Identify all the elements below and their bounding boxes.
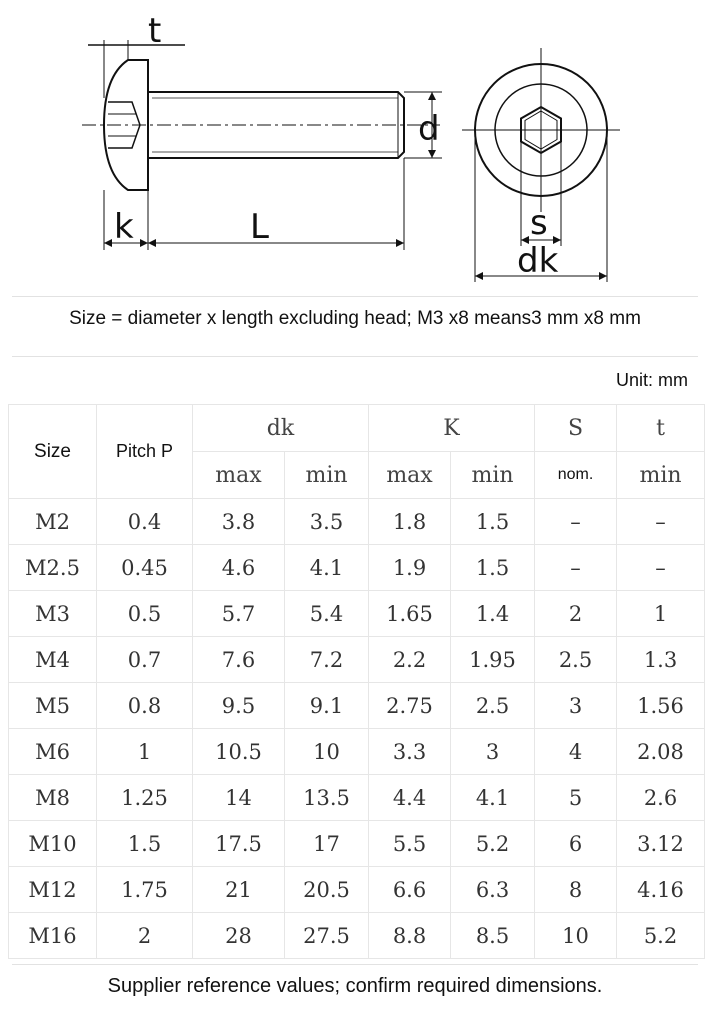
cell-pitch: 1 [97, 729, 193, 775]
cell-dk-min: 5.4 [285, 591, 369, 637]
cell-k-min: 1.4 [451, 591, 535, 637]
cell-t-min: 1 [617, 591, 705, 637]
header-dk: dk [193, 405, 369, 452]
cell-s-nom: 4 [535, 729, 617, 775]
cell-k-max: 1.65 [369, 591, 451, 637]
cell-size: M10 [9, 821, 97, 867]
cell-pitch: 0.45 [97, 545, 193, 591]
cell-dk-max: 9.5 [193, 683, 285, 729]
header-k-max: max [369, 452, 451, 499]
label-d: d [418, 109, 440, 149]
cell-dk-max: 28 [193, 913, 285, 959]
cell-pitch: 0.7 [97, 637, 193, 683]
cell-s-nom: – [535, 545, 617, 591]
label-L: L [250, 207, 269, 247]
cell-dk-min: 4.1 [285, 545, 369, 591]
cell-t-min: 3.12 [617, 821, 705, 867]
cell-dk-max: 3.8 [193, 499, 285, 545]
header-t: t [617, 405, 705, 452]
divider-middle [12, 356, 698, 357]
cell-dk-max: 10.5 [193, 729, 285, 775]
cell-dk-max: 4.6 [193, 545, 285, 591]
cell-s-nom: 10 [535, 913, 617, 959]
cell-pitch: 0.5 [97, 591, 193, 637]
cell-s-nom: 5 [535, 775, 617, 821]
cell-dk-min: 9.1 [285, 683, 369, 729]
header-s: S [535, 405, 617, 452]
cell-pitch: 0.8 [97, 683, 193, 729]
table-header-row [9, 405, 705, 452]
cell-k-max: 4.4 [369, 775, 451, 821]
cell-k-max: 5.5 [369, 821, 451, 867]
cell-s-nom: 2 [535, 591, 617, 637]
divider-top [12, 296, 698, 297]
cell-t-min: 4.16 [617, 867, 705, 913]
table-row [9, 591, 705, 637]
cell-k-max: 1.9 [369, 545, 451, 591]
cell-t-min: 2.6 [617, 775, 705, 821]
cell-size: M4 [9, 637, 97, 683]
table-row [9, 821, 705, 867]
label-t: t [148, 11, 162, 51]
screw-dimension-diagram [0, 0, 710, 300]
cell-k-max: 3.3 [369, 729, 451, 775]
cell-size: M12 [9, 867, 97, 913]
cell-size: M8 [9, 775, 97, 821]
cell-size: M6 [9, 729, 97, 775]
cell-s-nom: 8 [535, 867, 617, 913]
cell-size: M16 [9, 913, 97, 959]
table-row [9, 867, 705, 913]
reference-disclaimer-caption: Supplier reference values; confirm required dimensions. [107, 975, 603, 997]
divider-bottom [12, 964, 698, 965]
cell-pitch: 2 [97, 913, 193, 959]
cell-dk-max: 7.6 [193, 637, 285, 683]
header-t-min: min [617, 452, 705, 499]
cell-k-min: 4.1 [451, 775, 535, 821]
header-k-min: min [451, 452, 535, 499]
cell-k-max: 6.6 [369, 867, 451, 913]
cell-t-min: 1.56 [617, 683, 705, 729]
header-s-nom: nom. [535, 452, 617, 499]
cell-dk-min: 3.5 [285, 499, 369, 545]
cell-t-min: – [617, 545, 705, 591]
cell-dk-min: 17 [285, 821, 369, 867]
cell-k-min: 1.95 [451, 637, 535, 683]
cell-size: M2.5 [9, 545, 97, 591]
cell-dk-max: 21 [193, 867, 285, 913]
cell-s-nom: 2.5 [535, 637, 617, 683]
table-row [9, 775, 705, 821]
table-row [9, 683, 705, 729]
cell-pitch: 0.4 [97, 499, 193, 545]
dimension-table [8, 404, 705, 959]
cell-size: M5 [9, 683, 97, 729]
cell-dk-min: 20.5 [285, 867, 369, 913]
cell-size: M2 [9, 499, 97, 545]
label-dk: dk [517, 241, 559, 281]
cell-k-min: 2.5 [451, 683, 535, 729]
cell-dk-min: 27.5 [285, 913, 369, 959]
cell-t-min: 2.08 [617, 729, 705, 775]
cell-k-min: 6.3 [451, 867, 535, 913]
cell-dk-min: 10 [285, 729, 369, 775]
cell-k-max: 2.2 [369, 637, 451, 683]
cell-s-nom: – [535, 499, 617, 545]
table-row [9, 545, 705, 591]
cell-k-min: 5.2 [451, 821, 535, 867]
header-size: Size [9, 405, 97, 499]
cell-t-min: – [617, 499, 705, 545]
cell-pitch: 1.25 [97, 775, 193, 821]
cell-k-min: 3 [451, 729, 535, 775]
header-k: K [369, 405, 535, 452]
cell-dk-min: 13.5 [285, 775, 369, 821]
cell-t-min: 5.2 [617, 913, 705, 959]
header-pitch: Pitch P [97, 405, 193, 499]
cell-k-max: 8.8 [369, 913, 451, 959]
table-row [9, 729, 705, 775]
cell-dk-max: 17.5 [193, 821, 285, 867]
table-row [9, 913, 705, 959]
cell-k-min: 1.5 [451, 499, 535, 545]
cell-k-max: 1.8 [369, 499, 451, 545]
label-s: s [530, 203, 548, 243]
cell-k-max: 2.75 [369, 683, 451, 729]
cell-t-min: 1.3 [617, 637, 705, 683]
cell-k-min: 1.5 [451, 545, 535, 591]
cell-s-nom: 3 [535, 683, 617, 729]
cell-dk-min: 7.2 [285, 637, 369, 683]
table-row [9, 637, 705, 683]
cell-pitch: 1.75 [97, 867, 193, 913]
unit-label: Unit: mm [616, 370, 688, 390]
size-explanation-caption: Size = diameter x length excluding head; M3 x8 means3 mm x8 mm [69, 308, 641, 329]
cell-size: M3 [9, 591, 97, 637]
cell-dk-max: 5.7 [193, 591, 285, 637]
header-dk-max: max [193, 452, 285, 499]
cell-dk-max: 14 [193, 775, 285, 821]
header-dk-min: min [285, 452, 369, 499]
table-row [9, 499, 705, 545]
label-k: k [114, 207, 134, 247]
cell-k-min: 8.5 [451, 913, 535, 959]
cell-s-nom: 6 [535, 821, 617, 867]
cell-pitch: 1.5 [97, 821, 193, 867]
